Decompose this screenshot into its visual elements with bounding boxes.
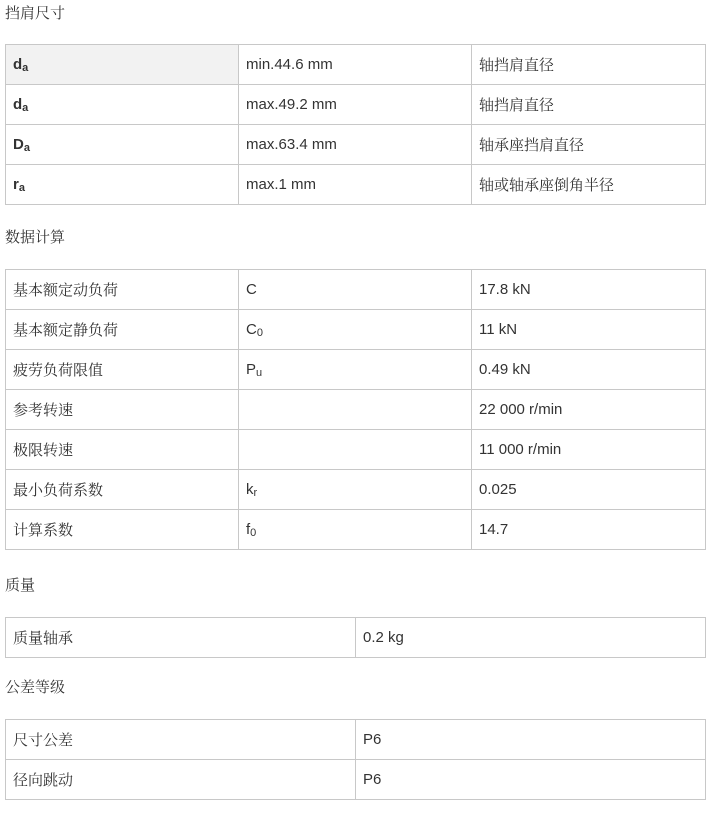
value-cell: 0.025 [472,470,706,510]
symbol-cell: kr [239,470,472,510]
table-row [6,270,706,310]
symbol-cell: Da [6,125,239,165]
name-cell: 质量轴承 [6,618,356,658]
name-cell: 参考转速 [6,390,239,430]
section-title-tolerance: 公差等级 [5,679,66,696]
value-cell: 0.49 kN [472,350,706,390]
value-cell: max.1 mm [239,165,472,205]
table-row [6,350,706,390]
value-cell: 14.7 [472,510,706,550]
name-cell: 极限转速 [6,430,239,470]
tolerance-table [5,719,706,800]
value-cell: 22 000 r/min [472,390,706,430]
section-title-calc: 数据计算 [5,229,66,246]
table-row [6,390,706,430]
table-row [6,310,706,350]
symbol-cell: ra [6,165,239,205]
value-cell: min.44.6 mm [239,45,472,85]
value-cell: 0.2 kg [356,618,706,658]
section-title-mass: 质量 [5,577,36,594]
value-cell: 11 kN [472,310,706,350]
symbol-cell: C [239,270,472,310]
symbol-cell: f0 [239,510,472,550]
value-cell: P6 [356,720,706,760]
section-title-shoulder: 挡肩尺寸 [5,5,66,22]
table-row [6,430,706,470]
symbol-cell [239,390,472,430]
description-cell: 轴承座挡肩直径 [472,125,706,165]
table-row [6,85,706,125]
symbol-cell: Pu [239,350,472,390]
value-cell: max.49.2 mm [239,85,472,125]
symbol-cell: da [6,85,239,125]
mass-table [5,617,706,658]
shoulder-dimensions-table [5,44,706,205]
name-cell: 基本额定静负荷 [6,310,239,350]
name-cell: 疲劳负荷限值 [6,350,239,390]
symbol-cell: C0 [239,310,472,350]
table-row [6,45,706,85]
name-cell: 最小负荷系数 [6,470,239,510]
calculation-data-table [5,269,706,550]
table-row [6,165,706,205]
description-cell: 轴挡肩直径 [472,45,706,85]
table-row [6,618,706,658]
table-row [6,125,706,165]
symbol-cell [239,430,472,470]
symbol-cell: da [6,45,239,85]
name-cell: 尺寸公差 [6,720,356,760]
value-cell: 17.8 kN [472,270,706,310]
description-cell: 轴或轴承座倒角半径 [472,165,706,205]
name-cell: 径向跳动 [6,760,356,800]
value-cell: P6 [356,760,706,800]
description-cell: 轴挡肩直径 [472,85,706,125]
table-row [6,760,706,800]
value-cell: 11 000 r/min [472,430,706,470]
name-cell: 计算系数 [6,510,239,550]
table-row [6,470,706,510]
table-row [6,510,706,550]
table-row [6,720,706,760]
name-cell: 基本额定动负荷 [6,270,239,310]
value-cell: max.63.4 mm [239,125,472,165]
